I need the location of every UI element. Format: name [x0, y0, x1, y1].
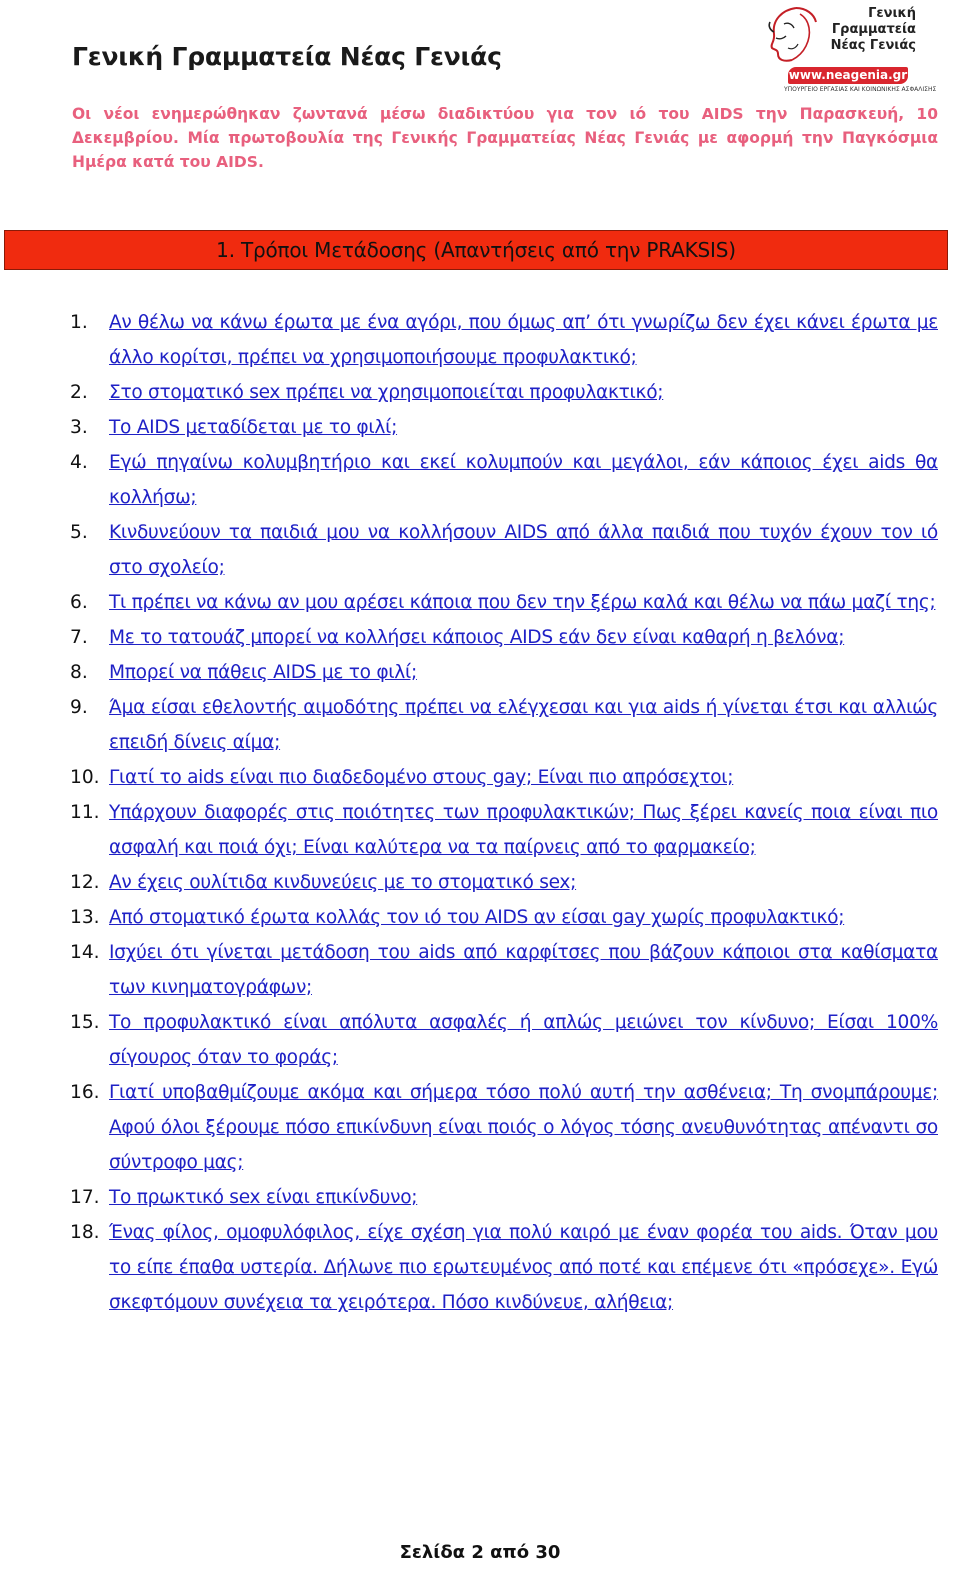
question-number: 6.: [70, 592, 88, 613]
list-item: [70, 1005, 938, 1075]
list-item: [70, 795, 938, 865]
logo-line-1: Γενική: [868, 6, 916, 21]
list-item: [70, 585, 938, 620]
question-link[interactable]: Μπορεί να πάθεις AIDS με το φιλί;: [109, 662, 417, 683]
question-link[interactable]: Αν θέλω να κάνω έρωτα με ένα αγόρι, που όμως απ’ ότι γνωρίζω δεν έχει κάνει έρωτα με άλλο κορίτσι, πρέπει να χρησιμοποιήσουμε προφυλακτικό;: [109, 312, 938, 368]
list-item: [70, 515, 938, 585]
question-list: [70, 305, 938, 1320]
question-number: 7.: [70, 627, 88, 648]
list-item: [70, 655, 938, 690]
question-number: 14.: [70, 942, 100, 963]
logo-wordmark: [828, 6, 916, 54]
question-link[interactable]: Το AIDS μεταδίδεται με το φιλί;: [109, 417, 398, 438]
list-item: [70, 620, 938, 655]
list-item: [70, 690, 938, 760]
question-link[interactable]: Εγώ πηγαίνω κολυμβητήριο και εκεί κολυμπούν και μεγάλοι, εάν κάποιος έχει aids θα κολλήσω;: [109, 452, 938, 508]
section-header-bar: [4, 230, 948, 270]
question-link[interactable]: Ισχύει ότι γίνεται μετάδοση του aids από καρφίτσες που βάζουν κάποιοι στα καθίσματα των κινηματογράφων;: [109, 942, 938, 998]
question-link[interactable]: Αν έχεις ουλίτιδα κινδυνεύεις με το στοματικό sex;: [109, 872, 577, 893]
question-number: 15.: [70, 1012, 100, 1033]
list-item: [70, 410, 938, 445]
question-link[interactable]: Ένας φίλος, ομοφυλόφιλος, είχε σχέση για πολύ καιρό με έναν φορέα του aids. Όταν μου το είπε έπαθα υστερία. Δήλωνε πιο ερωτευμένος από ποτέ και επέμενε ότι «πρόσεχε». Εγώ σκεφτόμουν συνέχεια τα χειρότερα. Πόσο κινδύνευε, αλήθεια;: [109, 1222, 938, 1313]
question-link[interactable]: Από στοματικό έρωτα κολλάς τον ιό του AIDS αν είσαι gay χωρίς προφυλακτικό;: [109, 907, 845, 928]
list-item: [70, 935, 938, 1005]
list-item: [70, 305, 938, 375]
question-number: 18.: [70, 1222, 100, 1243]
question-link[interactable]: Τι πρέπει να κάνω αν μου αρέσει κάποια που δεν την ξέρω καλά και θέλω να πάω μαζί της;: [109, 592, 936, 613]
neagenia-logo: [766, 4, 937, 96]
question-link[interactable]: Στο στοματικό sex πρέπει να χρησιμοποιείται προφυλακτικό;: [109, 382, 664, 403]
question-number: 1.: [70, 312, 88, 333]
list-item: [70, 1215, 938, 1320]
question-number: 17.: [70, 1187, 100, 1208]
list-item: [70, 900, 938, 935]
logo-line-3: Νέας Γενιάς: [830, 38, 916, 53]
question-link[interactable]: Άμα είσαι εθελοντής αιμοδότης πρέπει να ελέγχεσαι και για aids ή γίνεται έτσι και αλλιώς επειδή δίνεις αίμα;: [109, 697, 938, 753]
question-number: 13.: [70, 907, 100, 928]
question-number: 2.: [70, 382, 88, 403]
question-link[interactable]: Το προφυλακτικό είναι απόλυτα ασφαλές ή απλώς μειώνει τον κίνδυνο; Είσαι 100% σίγουρος όταν το φοράς;: [109, 1012, 938, 1068]
list-item: [70, 760, 938, 795]
intro-paragraph: Οι νέοι ενημερώθηκαν ζωντανά μέσω διαδικτύου για τον ιό του AIDS την Παρασκευή, 10 Δεκεμβρίου. Μία πρωτοβουλία της Γενικής Γραμματείας Νέας Γενιάς με αφορμή την Παγκόσμια Ημέρα κατά του AIDS.: [72, 105, 938, 171]
list-item: [70, 1075, 938, 1180]
page-number: Σελίδα 2 από 30: [399, 1542, 561, 1563]
question-number: 5.: [70, 522, 88, 543]
question-link[interactable]: Υπάρχουν διαφορές στις ποιότητες των προφυλακτικών; Πως ξέρει κανείς ποια είναι πιο ασφαλή και ποιά όχι; Είναι καλύτερα να τα παίρνεις από το φαρμακείο;: [109, 802, 938, 858]
question-number: 12.: [70, 872, 100, 893]
question-link[interactable]: Το πρωκτικό sex είναι επικίνδυνο;: [109, 1187, 418, 1208]
list-item: [70, 865, 938, 900]
question-link[interactable]: Κινδυνεύουν τα παιδιά μου να κολλήσουν AIDS από άλλα παιδιά που τυχόν έχουν τον ιό στο σχολείο;: [109, 522, 938, 578]
question-number: 8.: [70, 662, 88, 683]
question-number: 11.: [70, 802, 100, 823]
list-item: [70, 375, 938, 410]
logo-url-badge: www.neagenia.gr: [788, 68, 908, 82]
logo-ministry-line: ΥΠΟΥΡΓΕΙΟ ΕΡΓΑΣΙΑΣ ΚΑΙ ΚΟΙΝΩΝΙΚΗΣ ΑΣΦΑΛΙΣΗΣ: [784, 86, 937, 93]
list-item: [70, 1180, 938, 1215]
document-title: Γενική Γραμματεία Νέας Γενιάς: [72, 42, 502, 71]
question-number: 9.: [70, 697, 88, 718]
question-link[interactable]: Με το τατουάζ μπορεί να κολλήσει κάποιος AIDS εάν δεν είναι καθαρή η βελόνα;: [109, 627, 845, 648]
question-link[interactable]: Γιατί το aids είναι πιο διαδεδομένο στους gay; Είναι πιο απρόσεχτοι;: [109, 767, 734, 788]
logo-line-2: Γραμματεία: [831, 22, 916, 37]
question-link[interactable]: Γιατί υποβαθμίζουμε ακόμα και σήμερα τόσο πολύ αυτή την ασθένεια; Τη σνομπάρουμε; Αφού όλοι ξέρουμε πόσο επικίνδυνη είναι ποιός ο λόγος τόσης ανευθυνότητας απέναντι σο σύντροφο μας;: [109, 1082, 938, 1173]
question-number: 16.: [70, 1082, 100, 1103]
section-title: 1. Τρόποι Μετάδοσης (Απαντήσεις από την PRAKSIS): [216, 238, 736, 262]
question-number: 4.: [70, 452, 88, 473]
profile-sketch-icon: [766, 4, 828, 68]
list-item: [70, 445, 938, 515]
question-number: 3.: [70, 417, 88, 438]
question-number: 10.: [70, 767, 100, 788]
